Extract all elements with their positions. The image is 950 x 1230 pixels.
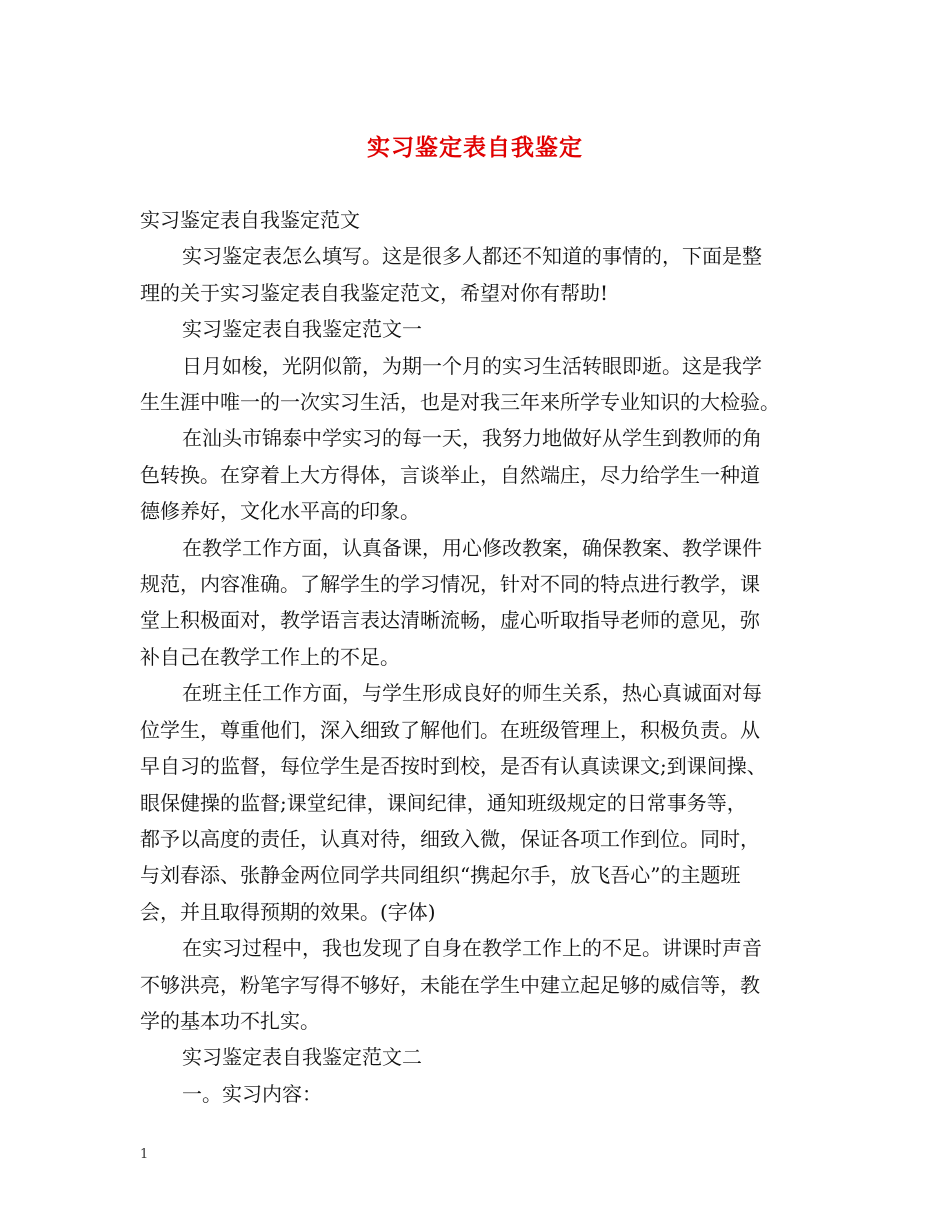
body-line: 位学生，尊重他们，深入细致了解他们。在班级管理上，积极负责。从 (140, 717, 760, 742)
page-number: 1 (140, 1147, 149, 1162)
body-line: 会，并且取得预期的效果。(字体) (140, 899, 436, 924)
body-line: 不够洪亮，粉笔字写得不够好，未能在学生中建立起足够的威信等，教 (140, 972, 760, 997)
section-heading-2: 实习鉴定表自我鉴定范文二 (182, 1045, 422, 1070)
body-line: 德修养好，文化水平高的印象。 (140, 499, 420, 524)
body-line: 规范，内容准确。了解学生的学习情况，针对不同的特点进行教学，课 (140, 572, 760, 597)
body-line-subtitle: 实习鉴定表自我鉴定范文 (140, 208, 360, 232)
page-title: 实习鉴定表自我鉴定 (367, 134, 583, 161)
document-body (140, 202, 830, 1112)
body-line: 在实习过程中，我也发现了自身在教学工作上的不足。讲课时声音 (182, 936, 762, 961)
body-line: 日月如梭，光阴似箭，为期一个月的实习生活转眼即逝。这是我学 (182, 353, 762, 378)
body-line: 学的基本功不扎实。 (140, 1008, 320, 1033)
body-line: 堂上积极面对，教学语言表达清晰流畅，虚心听取指导老师的意见，弥 (140, 608, 760, 633)
body-line: 实习鉴定表怎么填写。这是很多人都还不知道的事情的，下面是整 (182, 244, 762, 269)
body-line: 在班主任工作方面，与学生形成良好的师生关系，热心真诚面对每 (182, 681, 762, 706)
body-line: 早自习的监督，每位学生是否按时到校，是否有认真读课文;到课间操、 (140, 754, 767, 779)
body-line: 都予以高度的责任，认真对待，细致入微，保证各项工作到位。同时， (140, 826, 760, 851)
body-line: 理的关于实习鉴定表自我鉴定范文，希望对你有帮助! (140, 280, 609, 305)
body-line: 一。实习内容： (182, 1081, 322, 1106)
body-line: 在教学工作方面，认真备课，用心修改教案，确保教案、教学课件 (182, 535, 762, 560)
body-line: 眼保健操的监督;课堂纪律，课间纪律，通知班级规定的日常事务等， (140, 790, 747, 815)
body-line: 生生涯中唯一的一次实习生活，也是对我三年来所学专业知识的大检验。 (140, 390, 780, 415)
body-line: 与刘春添、张静金两位同学共同组织“携起尔手，放飞吾心”的主题班 (140, 863, 741, 888)
body-line: 在汕头市锦泰中学实习的每一天，我努力地做好从学生到教师的角 (182, 426, 762, 451)
body-line: 色转换。在穿着上大方得体，言谈举止，自然端庄，尽力给学生一种道 (140, 462, 760, 487)
section-heading-1: 实习鉴定表自我鉴定范文一 (182, 317, 422, 342)
body-line: 补自己在教学工作上的不足。 (140, 644, 400, 669)
